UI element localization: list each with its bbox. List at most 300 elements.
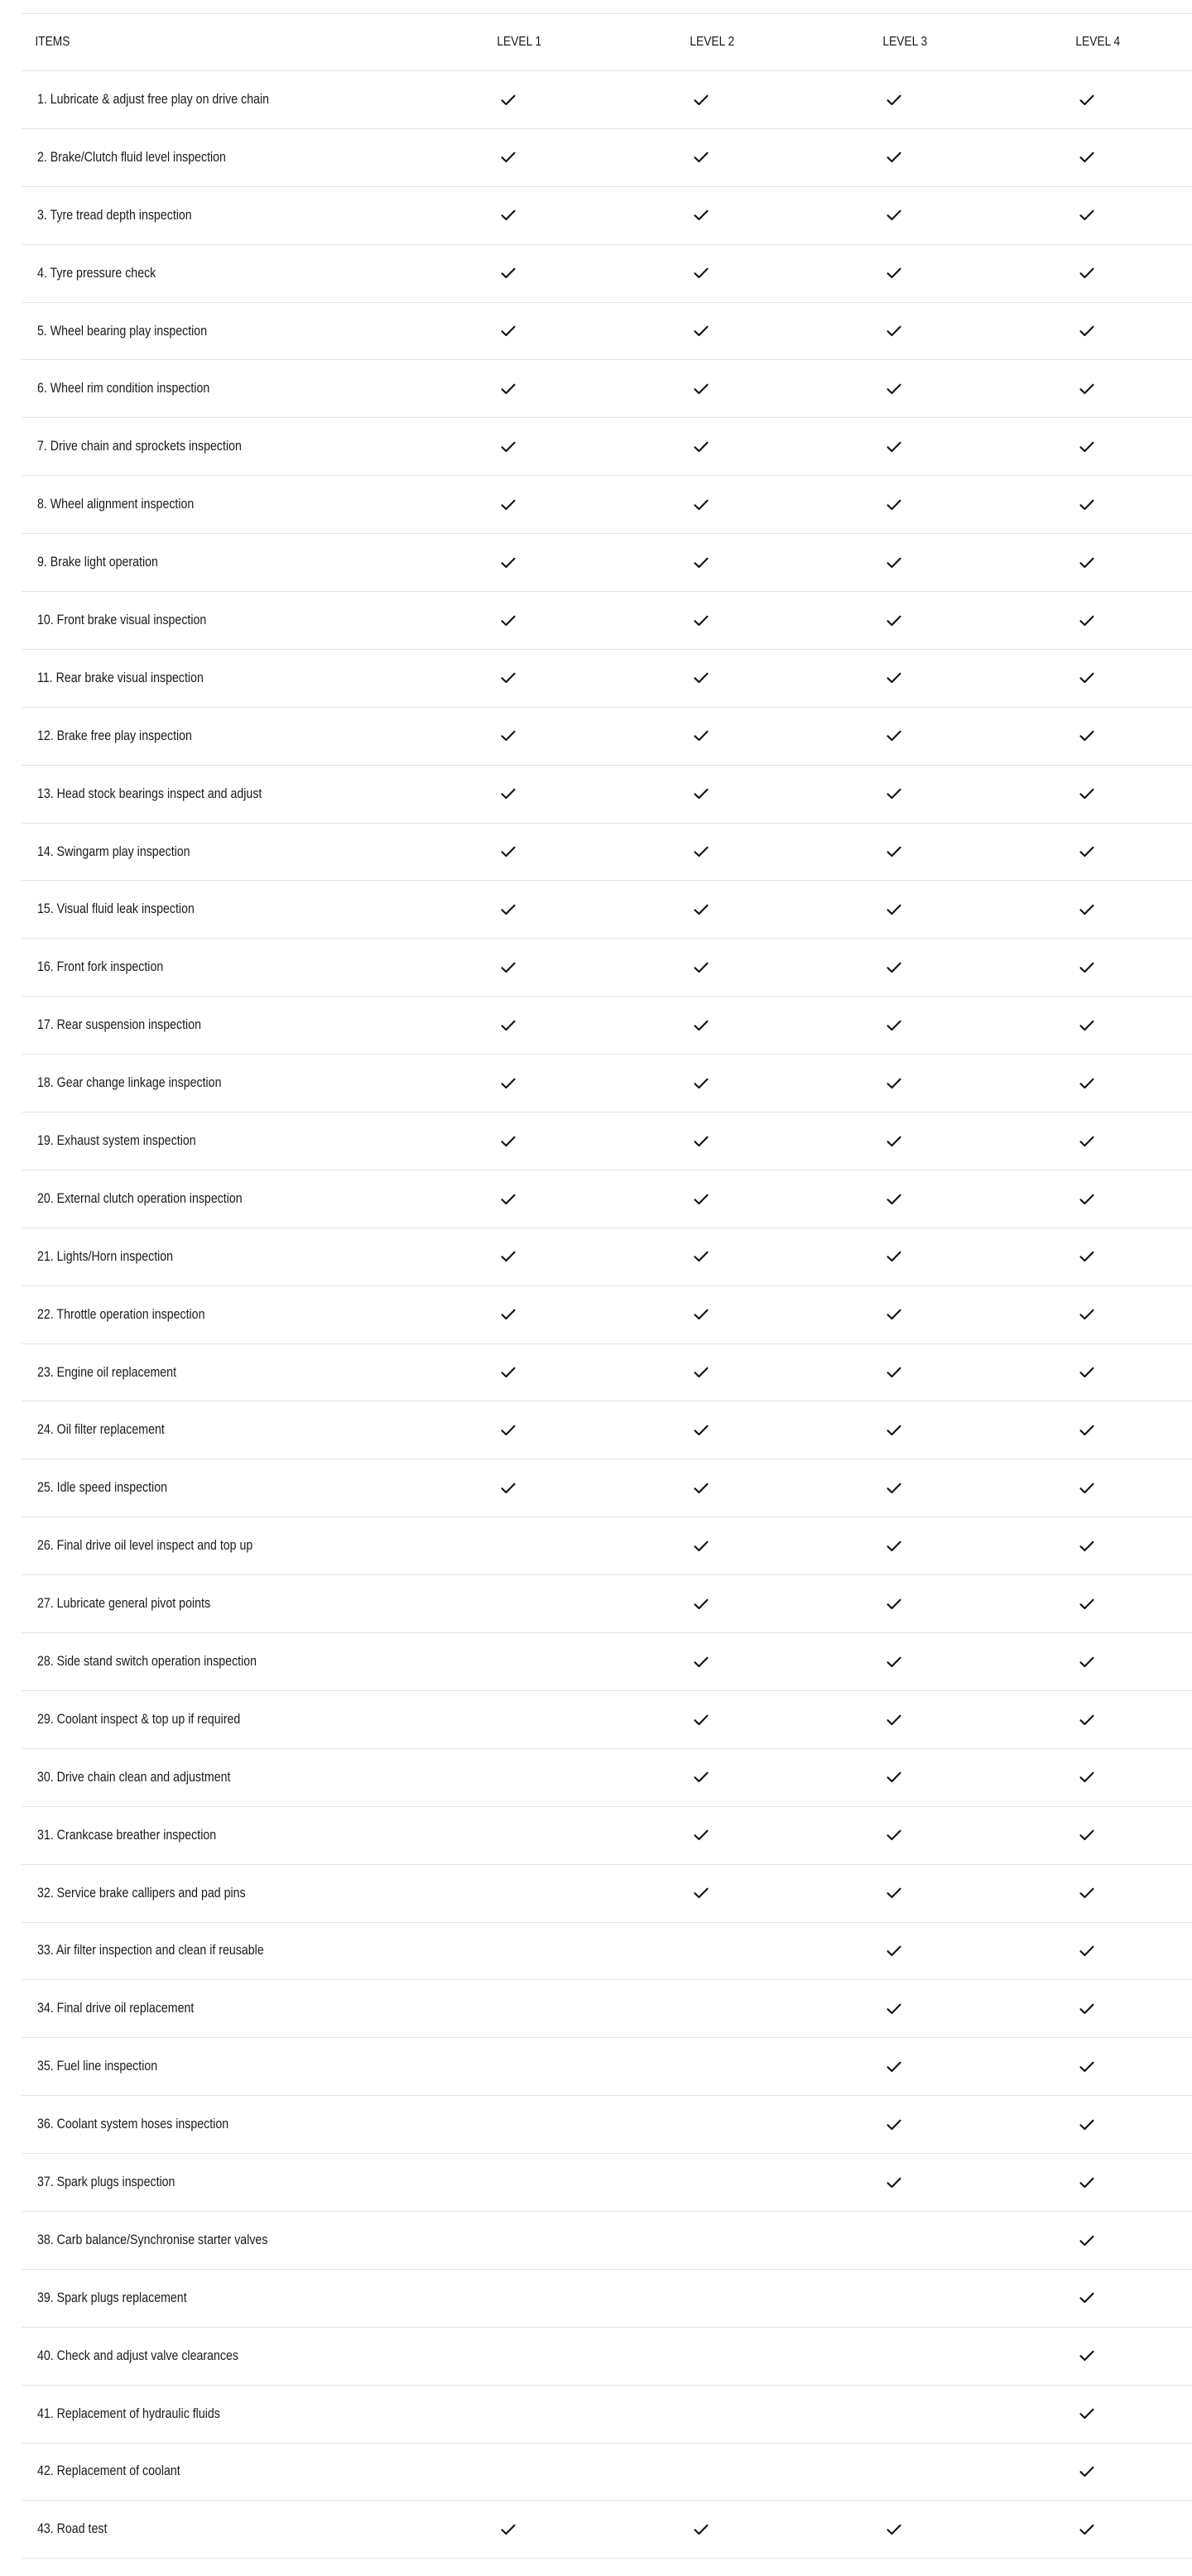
level-1-cell [473, 1864, 666, 1922]
item-label: 12. Brake free play inspection [37, 728, 192, 743]
item-cell [22, 2154, 473, 2212]
level-1-cell [473, 2211, 666, 2269]
item-label: 20. External clutch operation inspection [37, 1190, 243, 1206]
item-cell [22, 939, 473, 997]
item-cell [22, 707, 473, 765]
checkmark-icon [501, 1020, 516, 1031]
table-row [22, 1055, 1192, 1113]
level-3-cell [859, 1286, 1052, 1343]
level-1-cell [473, 2269, 666, 2327]
level-2-cell [666, 2501, 859, 2559]
item-label: 17. Rear suspension inspection [37, 1017, 202, 1033]
checkmark-icon [501, 383, 516, 395]
level-2-cell [666, 2211, 859, 2269]
checkmark-icon [694, 441, 709, 453]
checkmark-icon [501, 1367, 516, 1378]
level-4-cell [1052, 2038, 1192, 2096]
item-cell [22, 1864, 473, 1922]
item-label: 14. Swingarm play inspection [37, 843, 190, 859]
checkmark-icon [887, 962, 901, 973]
level-4-cell [1052, 2154, 1192, 2212]
level-3-cell [859, 2211, 1052, 2269]
item-cell [22, 1922, 473, 1980]
item-label: 23. Engine oil replacement [37, 1364, 177, 1380]
checkmark-icon [1079, 2292, 1094, 2304]
level-3-cell [859, 186, 1052, 244]
checkmark-icon [694, 788, 709, 800]
checkmark-icon [887, 1078, 901, 1089]
table-body [22, 71, 1192, 2559]
table-row [22, 186, 1192, 244]
item-cell [22, 476, 473, 534]
checkmark-icon [501, 1425, 516, 1436]
table-row [22, 534, 1192, 592]
checkmark-icon [1079, 2235, 1094, 2247]
level-3-cell [859, 1170, 1052, 1228]
checkmark-icon [887, 383, 901, 395]
level-2-cell [666, 1806, 859, 1864]
checkmark-icon [887, 441, 901, 453]
checkmark-icon [887, 1598, 901, 1610]
level-4-cell [1052, 881, 1192, 939]
level-1-cell [473, 2038, 666, 2096]
level-4-cell [1052, 2096, 1192, 2154]
checkmark-icon [887, 1714, 901, 1726]
checkmark-icon [887, 151, 901, 163]
level-3-cell [859, 2501, 1052, 2559]
level-1-cell [473, 2501, 666, 2559]
level-1-cell [473, 1633, 666, 1691]
table-row [22, 1922, 1192, 1980]
item-cell [22, 128, 473, 186]
table-row [22, 765, 1192, 823]
checkmark-icon [1079, 962, 1094, 973]
checkmark-icon [501, 1251, 516, 1262]
level-4-cell [1052, 244, 1192, 302]
level-3-cell [859, 302, 1052, 360]
checkmark-icon [887, 267, 901, 279]
level-2-cell [666, 2096, 859, 2154]
level-2-cell [666, 823, 859, 881]
item-cell [22, 2038, 473, 2096]
level-1-cell [473, 881, 666, 939]
level-4-cell [1052, 128, 1192, 186]
checkmark-icon [887, 2003, 901, 2015]
table-row [22, 1113, 1192, 1170]
item-cell [22, 2501, 473, 2559]
item-cell [22, 1343, 473, 1401]
level-1-cell [473, 534, 666, 592]
checkmark-icon [1079, 2177, 1094, 2189]
item-cell [22, 592, 473, 650]
level-3-cell [859, 1401, 1052, 1459]
table-row [22, 1980, 1192, 2038]
item-cell [22, 2385, 473, 2443]
level-1-cell [473, 244, 666, 302]
checkmark-icon [694, 1194, 709, 1205]
checkmark-icon [887, 904, 901, 916]
level-2-cell [666, 1575, 859, 1633]
item-cell [22, 302, 473, 360]
level-4-cell [1052, 360, 1192, 418]
item-label: 8. Wheel alignment inspection [37, 497, 195, 512]
checkmark-icon [501, 788, 516, 800]
level-4-cell [1052, 1690, 1192, 1748]
checkmark-icon [887, 1020, 901, 1031]
table-row [22, 592, 1192, 650]
level-2-cell [666, 128, 859, 186]
level-1-cell [473, 1980, 666, 2038]
checkmark-icon [1079, 441, 1094, 453]
table-row [22, 1459, 1192, 1517]
table-row [22, 1575, 1192, 1633]
level-4-cell [1052, 71, 1192, 129]
level-4-cell [1052, 2385, 1192, 2443]
checkmark-icon [501, 94, 516, 106]
level-2-cell [666, 1980, 859, 2038]
level-1-cell [473, 1343, 666, 1401]
item-label: 10. Front brake visual inspection [37, 612, 207, 627]
checkmark-icon [887, 1251, 901, 1262]
level-1-cell [473, 128, 666, 186]
checkmark-icon [694, 1136, 709, 1147]
level-4-cell [1052, 592, 1192, 650]
header-row [22, 14, 1192, 71]
level-3-cell [859, 1228, 1052, 1286]
checkmark-icon [501, 2524, 516, 2535]
item-cell [22, 881, 473, 939]
item-cell [22, 1575, 473, 1633]
level-3-cell [859, 1113, 1052, 1170]
checkmark-icon [694, 1829, 709, 1841]
item-cell [22, 1459, 473, 1517]
checkmark-icon [694, 383, 709, 395]
checkmark-icon [501, 1136, 516, 1147]
level-2-cell [666, 2269, 859, 2327]
item-cell [22, 1055, 473, 1113]
table-row [22, 1806, 1192, 1864]
level-3-cell [859, 1459, 1052, 1517]
level-4-cell [1052, 1286, 1192, 1343]
checkmark-icon [1079, 730, 1094, 742]
level-2-cell [666, 360, 859, 418]
item-cell [22, 1517, 473, 1575]
checkmark-icon [1079, 267, 1094, 279]
checkmark-icon [694, 1483, 709, 1494]
checkmark-icon [501, 904, 516, 916]
checkmark-icon [694, 499, 709, 511]
level-4-cell [1052, 1113, 1192, 1170]
column-header-level-4: LEVEL 4 [1052, 14, 1192, 71]
level-2-cell [666, 476, 859, 534]
checkmark-icon [694, 904, 709, 916]
level-4-cell [1052, 418, 1192, 476]
level-2-cell [666, 71, 859, 129]
item-label: 7. Drive chain and sprockets inspection [37, 439, 242, 454]
item-label: 27. Lubricate general pivot points [37, 1596, 211, 1612]
table-row [22, 823, 1192, 881]
table-row [22, 1286, 1192, 1343]
checkmark-icon [501, 1483, 516, 1494]
level-1-cell [473, 1690, 666, 1748]
checkmark-icon [694, 615, 709, 627]
item-label: 22. Throttle operation inspection [37, 1306, 205, 1322]
level-2-cell [666, 881, 859, 939]
level-3-cell [859, 2385, 1052, 2443]
table-row [22, 302, 1192, 360]
table-row [22, 2327, 1192, 2385]
checkmark-icon [887, 325, 901, 337]
level-1-cell [473, 1922, 666, 1980]
level-1-cell [473, 1170, 666, 1228]
level-1-cell [473, 476, 666, 534]
checkmark-icon [1079, 1367, 1094, 1378]
level-3-cell [859, 1690, 1052, 1748]
level-2-cell [666, 244, 859, 302]
level-4-cell [1052, 2443, 1192, 2501]
level-4-cell [1052, 1517, 1192, 1575]
level-4-cell [1052, 1864, 1192, 1922]
checkmark-icon [1079, 1887, 1094, 1899]
level-2-cell [666, 2327, 859, 2385]
checkmark-icon [694, 1598, 709, 1610]
table-row [22, 1633, 1192, 1691]
item-label: 28. Side stand switch operation inspection [37, 1653, 257, 1669]
checkmark-icon [1079, 2003, 1094, 2015]
item-cell [22, 649, 473, 707]
table-row [22, 128, 1192, 186]
level-1-cell [473, 592, 666, 650]
item-label: 30. Drive chain clean and adjustment [37, 1769, 231, 1785]
item-label: 37. Spark plugs inspection [37, 2175, 175, 2189]
table-row [22, 418, 1192, 476]
table-row [22, 939, 1192, 997]
level-2-cell [666, 1690, 859, 1748]
level-3-cell [859, 1343, 1052, 1401]
level-2-cell [666, 1401, 859, 1459]
checkmark-icon [1079, 1425, 1094, 1436]
checkmark-icon [887, 788, 901, 800]
item-label: 35. Fuel line inspection [37, 2059, 158, 2074]
level-2-cell [666, 997, 859, 1055]
checkmark-icon [1079, 2408, 1094, 2420]
checkmark-icon [1079, 557, 1094, 569]
checkmark-icon [694, 325, 709, 337]
level-2-cell [666, 1459, 859, 1517]
level-2-cell [666, 1170, 859, 1228]
checkmark-icon [887, 1945, 901, 1957]
checkmark-icon [501, 441, 516, 453]
level-4-cell [1052, 707, 1192, 765]
level-3-cell [859, 2096, 1052, 2154]
item-cell [22, 2327, 473, 2385]
item-label: 6. Wheel rim condition inspection [37, 381, 210, 396]
checkmark-icon [694, 1771, 709, 1783]
level-1-cell [473, 302, 666, 360]
table-row [22, 1748, 1192, 1806]
checkmark-icon [501, 1194, 516, 1205]
table-row [22, 2501, 1192, 2559]
level-3-cell [859, 1864, 1052, 1922]
level-2-cell [666, 649, 859, 707]
checkmark-icon [694, 1656, 709, 1668]
level-3-cell [859, 534, 1052, 592]
checkmark-icon [694, 1309, 709, 1320]
level-3-cell [859, 2038, 1052, 2096]
checkmark-icon [694, 1714, 709, 1726]
item-cell [22, 1170, 473, 1228]
checkmark-icon [887, 557, 901, 569]
checkmark-icon [1079, 1136, 1094, 1147]
checkmark-icon [694, 672, 709, 684]
item-cell [22, 1980, 473, 2038]
item-cell [22, 2443, 473, 2501]
level-3-cell [859, 476, 1052, 534]
item-cell [22, 2211, 473, 2269]
column-header-level-2: LEVEL 2 [666, 14, 832, 71]
level-3-cell [859, 997, 1052, 1055]
level-4-cell [1052, 1055, 1192, 1113]
item-label: 9. Brake light operation [37, 555, 158, 570]
level-3-cell [859, 823, 1052, 881]
checkmark-icon [501, 730, 516, 742]
checkmark-icon [501, 962, 516, 973]
checkmark-icon [501, 615, 516, 627]
checkmark-icon [1079, 1656, 1094, 1668]
table-row [22, 2096, 1192, 2154]
checkmark-icon [1079, 2061, 1094, 2073]
level-1-cell [473, 649, 666, 707]
checkmark-icon [887, 1771, 901, 1783]
item-label: 3. Tyre tread depth inspection [37, 207, 192, 223]
checkmark-icon [1079, 1945, 1094, 1957]
checkmark-icon [694, 94, 709, 106]
item-label: 25. Idle speed inspection [37, 1480, 168, 1496]
level-1-cell [473, 186, 666, 244]
item-cell [22, 1228, 473, 1286]
item-label: 26. Final drive oil level inspect and top up [37, 1538, 253, 1554]
table-row [22, 2443, 1192, 2501]
level-1-cell [473, 1113, 666, 1170]
level-3-cell [859, 1633, 1052, 1691]
item-label: 33. Air filter inspection and clean if reusable [37, 1943, 264, 1958]
table-row [22, 881, 1192, 939]
checkmark-icon [694, 557, 709, 569]
level-2-cell [666, 1922, 859, 1980]
checkmark-icon [1079, 1309, 1094, 1320]
checkmark-icon [887, 1887, 901, 1899]
table-row [22, 2211, 1192, 2269]
level-4-cell [1052, 1922, 1192, 1980]
checkmark-icon [887, 1540, 901, 1552]
level-1-cell [473, 71, 666, 129]
checkmark-icon [694, 1887, 709, 1899]
checkmark-icon [887, 209, 901, 221]
table-row [22, 2154, 1192, 2212]
checkmark-icon [1079, 2119, 1094, 2131]
service-levels-table-container [22, 13, 1182, 2559]
item-label: 31. Crankcase breather inspection [37, 1827, 217, 1843]
checkmark-icon [887, 1829, 901, 1841]
table-row [22, 1864, 1192, 1922]
service-levels-table [22, 13, 1192, 2559]
item-label: 19. Exhaust system inspection [37, 1132, 196, 1148]
table-row [22, 1343, 1192, 1401]
level-1-cell [473, 765, 666, 823]
item-label: 36. Coolant system hoses inspection [37, 2117, 229, 2132]
level-4-cell [1052, 823, 1192, 881]
level-3-cell [859, 2327, 1052, 2385]
level-1-cell [473, 418, 666, 476]
checkmark-icon [887, 1425, 901, 1436]
checkmark-icon [1079, 1540, 1094, 1552]
table-row [22, 1228, 1192, 1286]
level-4-cell [1052, 1633, 1192, 1691]
checkmark-icon [887, 2119, 901, 2131]
item-cell [22, 1690, 473, 1748]
item-cell [22, 1806, 473, 1864]
level-4-cell [1052, 186, 1192, 244]
table-header [22, 14, 1192, 71]
level-2-cell [666, 186, 859, 244]
level-3-cell [859, 2269, 1052, 2327]
checkmark-icon [1079, 1598, 1094, 1610]
level-1-cell [473, 1575, 666, 1633]
item-cell [22, 534, 473, 592]
item-label: 43. Road test [37, 2521, 108, 2537]
checkmark-icon [694, 267, 709, 279]
checkmark-icon [694, 1540, 709, 1552]
checkmark-icon [887, 1483, 901, 1494]
level-1-cell [473, 1286, 666, 1343]
item-label: 15. Visual fluid leak inspection [37, 901, 195, 917]
level-1-cell [473, 1748, 666, 1806]
level-4-cell [1052, 1170, 1192, 1228]
checkmark-icon [1079, 499, 1094, 511]
table-row [22, 1401, 1192, 1459]
checkmark-icon [1079, 1020, 1094, 1031]
checkmark-icon [1079, 325, 1094, 337]
level-4-cell [1052, 1401, 1192, 1459]
checkmark-icon [887, 615, 901, 627]
item-cell [22, 71, 473, 129]
item-cell [22, 823, 473, 881]
checkmark-icon [501, 151, 516, 163]
level-1-cell [473, 823, 666, 881]
checkmark-icon [887, 672, 901, 684]
item-cell [22, 360, 473, 418]
level-4-cell [1052, 302, 1192, 360]
level-2-cell [666, 1864, 859, 1922]
item-cell [22, 765, 473, 823]
level-1-cell [473, 2096, 666, 2154]
level-3-cell [859, 1055, 1052, 1113]
checkmark-icon [1079, 904, 1094, 916]
item-label: 40. Check and adjust valve clearances [37, 2348, 238, 2363]
checkmark-icon [501, 1078, 516, 1089]
checkmark-icon [694, 151, 709, 163]
level-4-cell [1052, 2501, 1192, 2559]
item-label: 5. Wheel bearing play inspection [37, 323, 208, 339]
level-4-cell [1052, 2211, 1192, 2269]
checkmark-icon [694, 2524, 709, 2535]
level-3-cell [859, 765, 1052, 823]
column-header-level-3: LEVEL 3 [859, 14, 1025, 71]
item-label: 32. Service brake callipers and pad pins [37, 1885, 246, 1901]
level-2-cell [666, 765, 859, 823]
table-row [22, 997, 1192, 1055]
level-2-cell [666, 1228, 859, 1286]
